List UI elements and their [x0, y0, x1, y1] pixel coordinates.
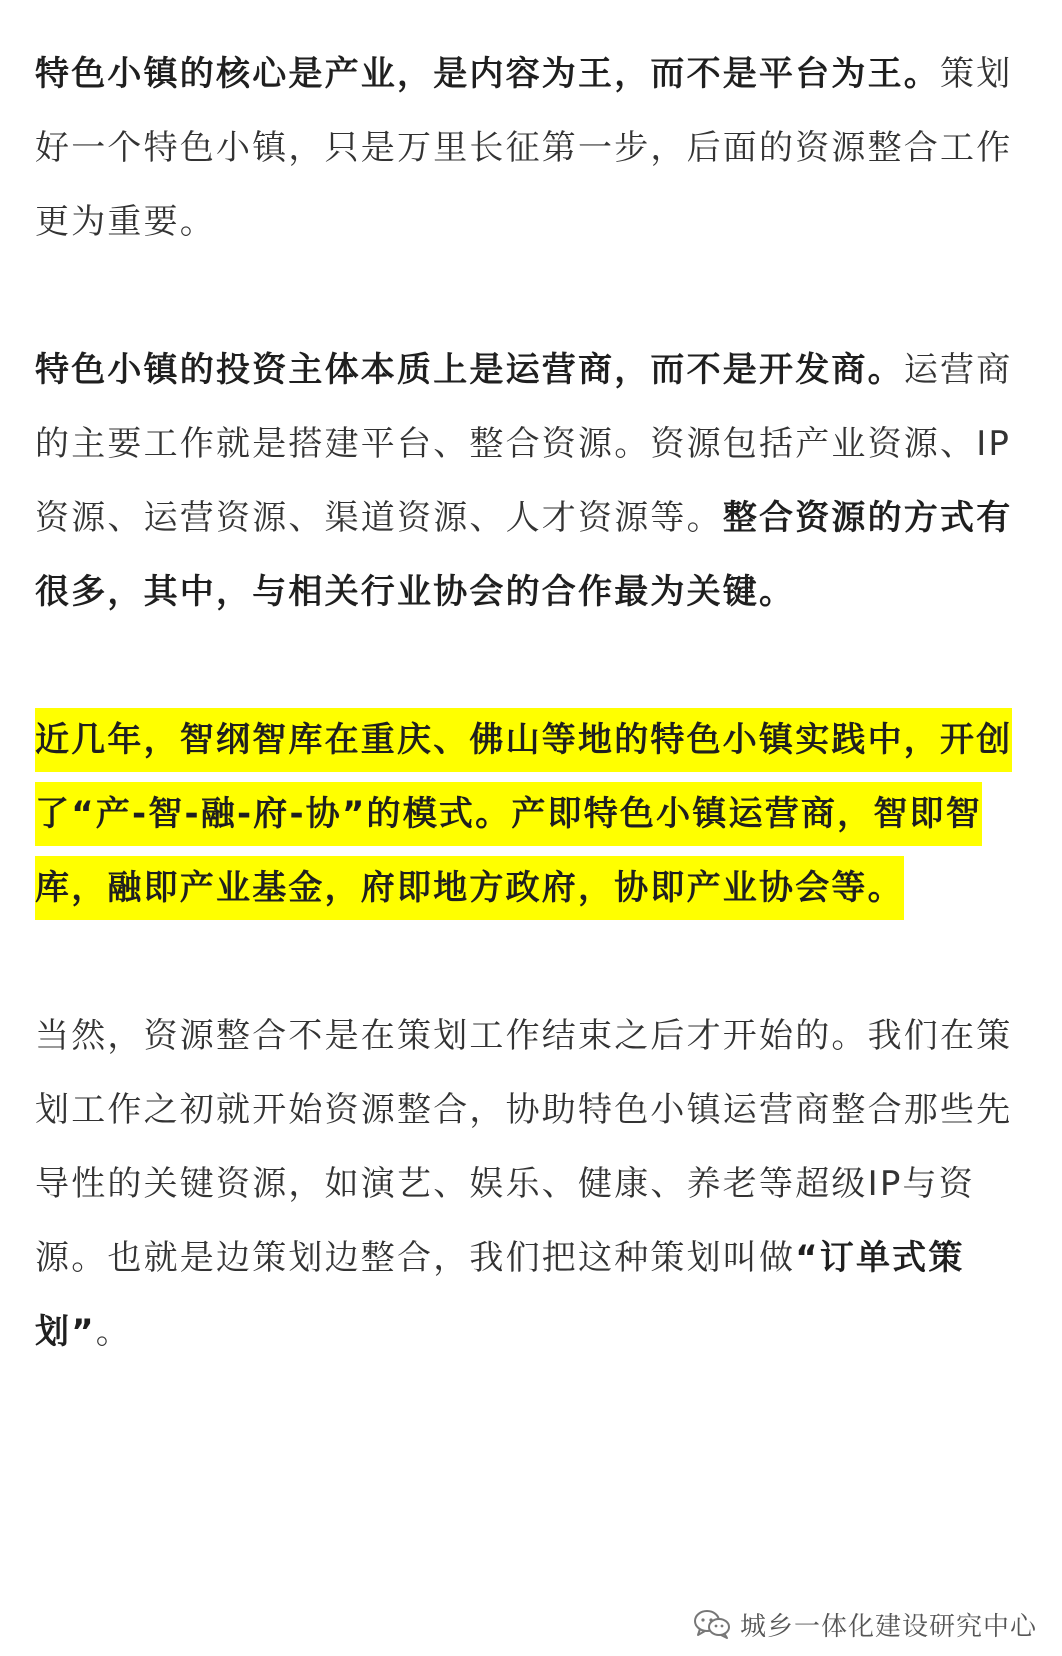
order-planning-term: “订单式策划”: [35, 1238, 965, 1352]
article-body: [35, 37, 1025, 1369]
paragraph-text: 。: [95, 1312, 132, 1352]
source-name: 城乡一体化建设研究中心: [739, 1611, 1037, 1642]
paragraph-text: 策划好一个特色小镇，只是万里长征第一步，后面的资源整合工作更为重要。: [35, 54, 1013, 242]
core-industry-statement: 特色小镇的核心是产业，是内容为王，而不是平台为王。: [35, 54, 940, 94]
resource-integration-statement: 整合资源的方式有很多，其中，与相关行业协会的合作最为关键。: [35, 498, 1013, 612]
paragraph-text: 当然，资源整合不是在策划工作结束之后才开始的。我们在策划工作之初就开始资源整合，协助特色小镇运营商整合那些先导性的关键资源，如演艺、娱乐、健康、养老等超级IP与资源。也就是边策划边整合，我们把这种策划叫做: [35, 1016, 1013, 1278]
paragraph-core-industry: [35, 37, 1025, 259]
paragraph-operator: [35, 333, 1025, 629]
wechat-icon: [692, 1608, 732, 1640]
operator-statement: 特色小镇的投资主体本质上是运营商，而不是开发商。: [35, 350, 904, 390]
paragraph-model-highlight: [35, 703, 1025, 925]
paragraph-order-planning: [35, 999, 1025, 1369]
source-watermark: [692, 1608, 1037, 1640]
paragraph-text: 运营商的主要工作就是搭建平台、整合资源。资源包括产业资源、IP资源、运营资源、渠道资源、人才资源等。: [35, 350, 1013, 538]
highlighted-model-text: 近几年，智纲智库在重庆、佛山等地的特色小镇实践中，开创了“产-智-融-府-协”的模式。产即特色小镇运营商，智即智库，融即产业基金，府即地方政府，协即产业协会等。: [35, 708, 1012, 920]
